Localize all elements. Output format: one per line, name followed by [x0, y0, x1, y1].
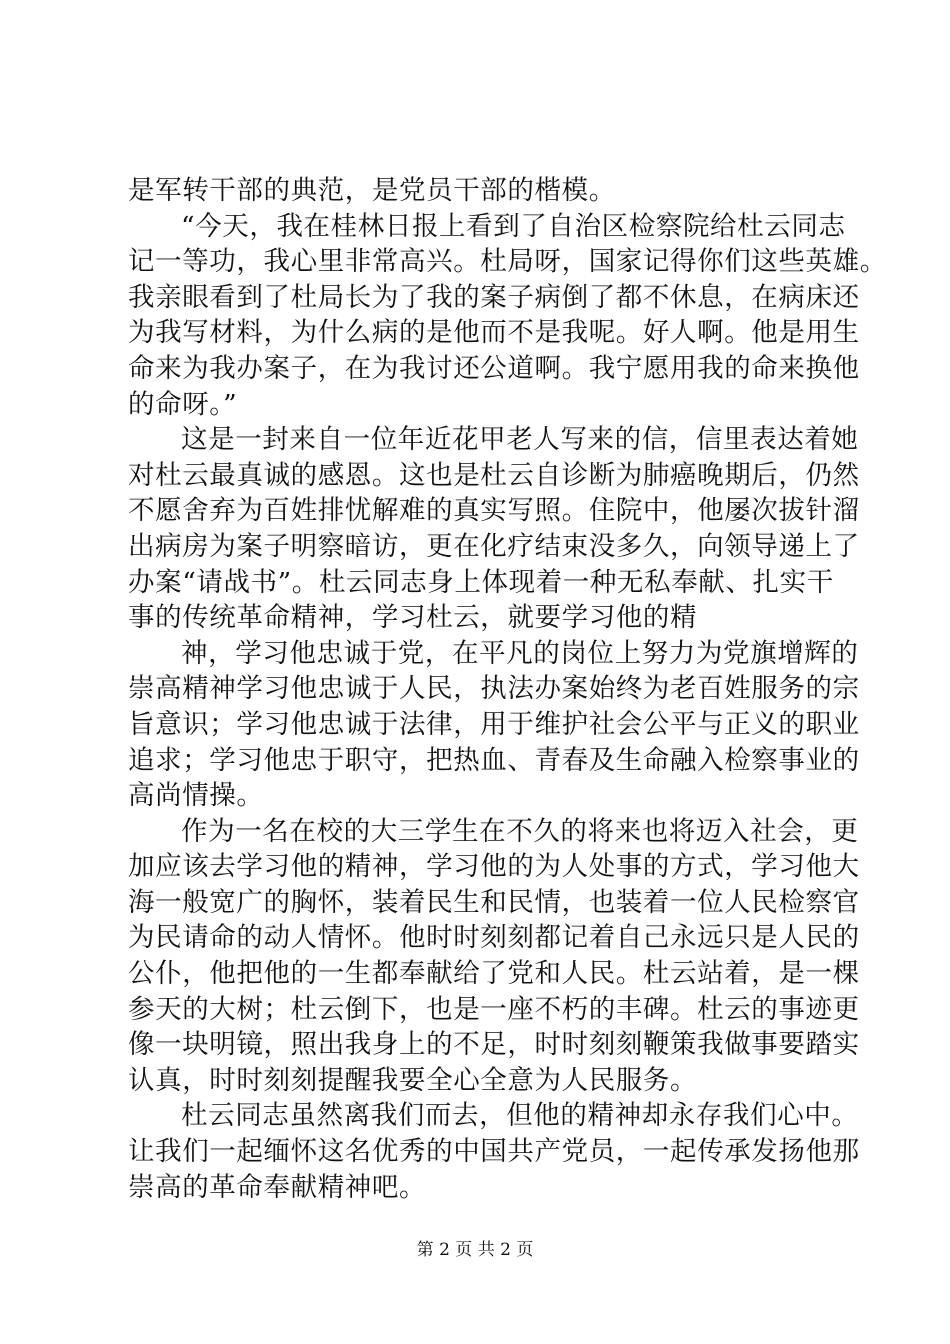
text-line: 事的传统革命精神，学习杜云，就要学习他的精: [128, 602, 698, 634]
text-line: “今天，我在桂林日报上看到了自治区检察院给杜云同志: [181, 210, 846, 242]
text-line: 崇高精神学习他忠诚于人民，执法办案始终为老百姓服务的宗: [128, 673, 860, 705]
text-line: 像一块明镜，照出我身上的不足，时时刻刻鞭策我做事要踏实: [128, 1029, 860, 1061]
page-footer: [0, 1239, 950, 1261]
text-line: 出病房为案子明察暗访，更在化疗结束没多久，向领导递上了: [128, 530, 860, 562]
text-line: 命来为我办案子，在为我讨还公道啊。我宁愿用我的命来换他: [128, 352, 860, 384]
document-body: [128, 173, 887, 1205]
page-number-label: 第 2 页 共 2 页: [416, 1240, 534, 1260]
text-line: 追求；学习他忠于职守，把热血、青春及生命融入检察事业的: [128, 744, 860, 776]
text-line: 是军转干部的典范，是党员干部的楷模。: [128, 175, 616, 206]
text-line: 崇高的革命奉献精神吧。: [128, 1171, 427, 1203]
text-line: 不愿舍弃为百姓排忧解难的真实写照。住院中，他屡次拔针溜: [128, 495, 860, 527]
text-line: 作为一名在校的大三学生在不久的将来也将迈入社会，更: [181, 815, 859, 847]
text-line: 神，学习他忠诚于党，在平凡的岗位上努力为党旗增辉的: [181, 637, 859, 669]
text-line: 让我们一起缅怀这名优秀的中国共产党员，一起传承发扬他那: [128, 1136, 860, 1168]
text-line: 公仆，他把他的一生都奉献给了党和人民。杜云站着，是一棵: [128, 958, 860, 990]
text-line: 海一般宽广的胸怀，装着民生和民情，也装着一位人民检察官: [128, 886, 860, 918]
text-line: 记一等功，我心里非常高兴。杜局呀，国家记得你们这些英雄。: [128, 246, 887, 278]
text-line: 加应该去学习他的精神，学习他的为人处事的方式，学习他大: [128, 851, 860, 883]
text-line: 参天的大树；杜云倒下，也是一座不朽的丰碑。杜云的事迹更: [128, 993, 860, 1025]
text-line: 旨意识；学习他忠诚于法律，用于维护社会公平与正义的职业: [128, 708, 860, 740]
text-line: 这是一封来自一位年近花甲老人写来的信，信里表达着她: [181, 424, 859, 456]
text-line: 为我写材料，为什么病的是他而不是我呢。好人啊。他是用生: [128, 317, 860, 349]
text-line: 我亲眼看到了杜局长为了我的案子病倒了都不休息，在病床还: [128, 281, 860, 313]
text-line: 办案“请战书”。杜云同志身上体现着一种无私奉献、扎实干: [128, 566, 834, 598]
text-line: 杜云同志虽然离我们而去，但他的精神却永存我们心中。: [181, 1100, 859, 1132]
text-line: 为民请命的动人情怀。他时时刻刻都记着自己永远只是人民的: [128, 922, 860, 954]
text-line: 的命呀。”: [128, 388, 238, 420]
text-line: 认真，时时刻刻提醒我要全心全意为人民服务。: [128, 1064, 698, 1096]
text-line: 高尚情操。: [128, 780, 264, 812]
text-line: 对杜云最真诚的感恩。这也是杜云自诊断为肺癌晚期后，仍然: [128, 459, 860, 491]
